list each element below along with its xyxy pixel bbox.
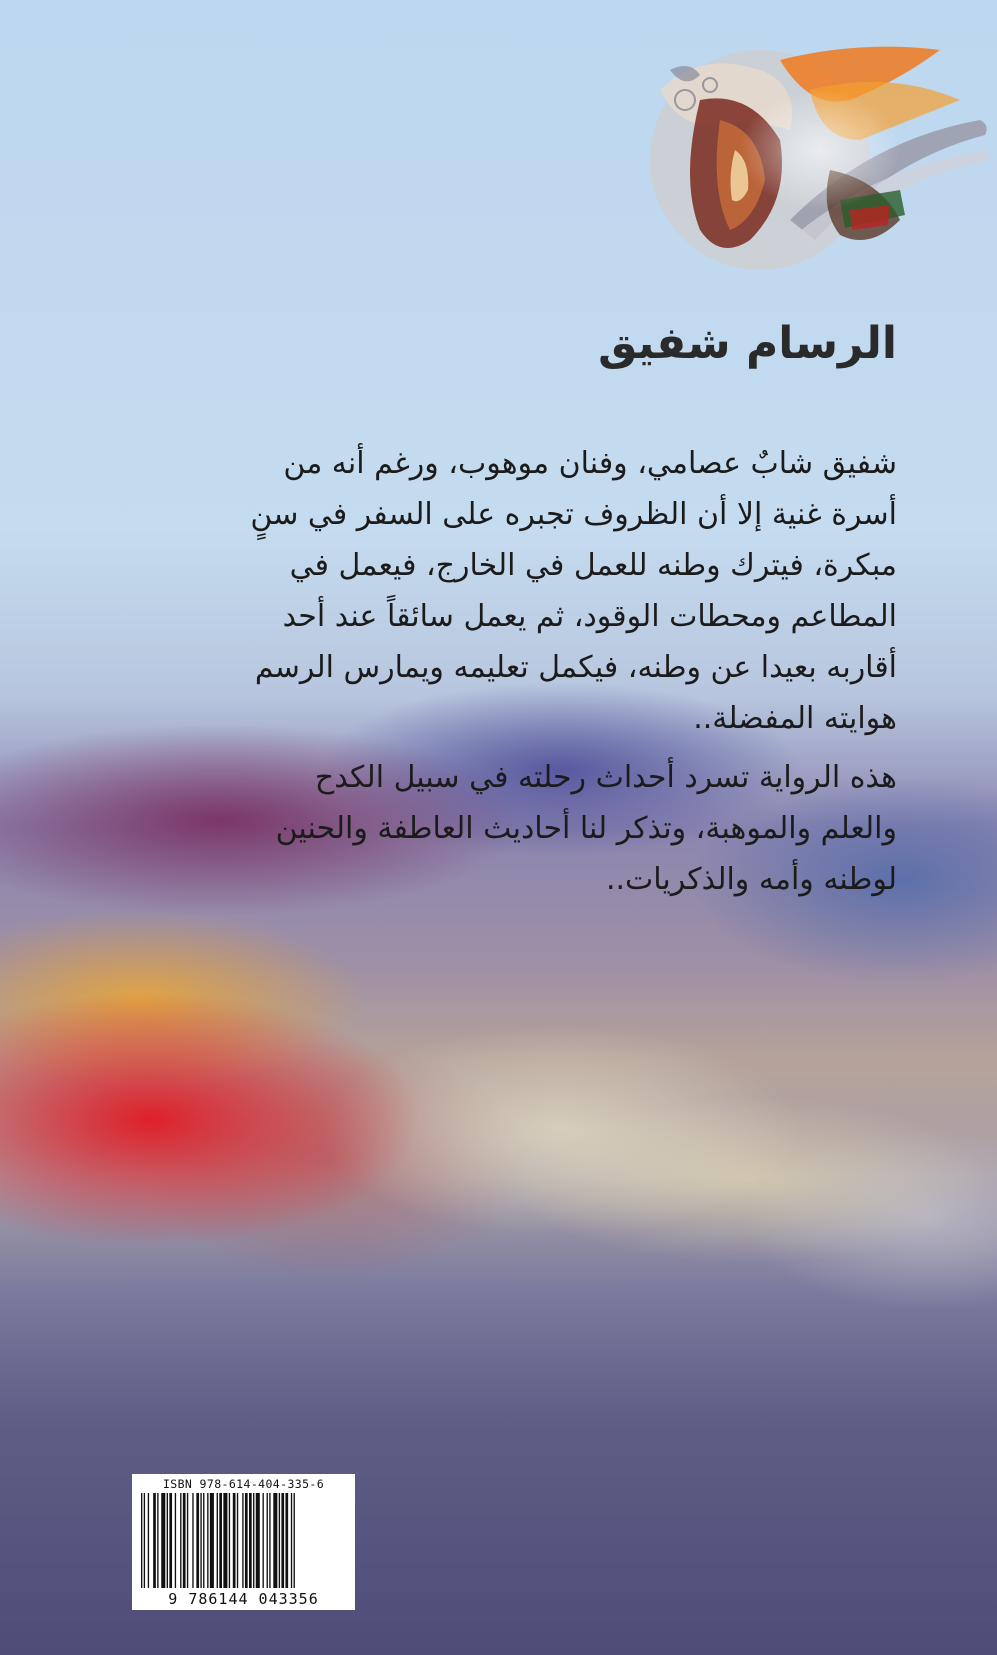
- barcode-bar: [237, 1493, 238, 1588]
- synopsis-line: أقاربه بعيدا عن وطنه، فيكمل تعليمه ويمارس الرسم: [254, 650, 897, 685]
- barcode-bar: [267, 1493, 268, 1588]
- synopsis-paragraph-2: [276, 752, 897, 905]
- barcode-bar: [223, 1493, 227, 1588]
- barcode-bar: [141, 1493, 142, 1588]
- synopsis-line: مبكرة، فيترك وطنه للعمل في الخارج، فيعمل في: [289, 548, 897, 583]
- barcode-bar: [263, 1493, 264, 1588]
- barcode-bar: [180, 1493, 181, 1588]
- isbn-label: ISBN 978-614-404-335-6: [162, 1477, 325, 1491]
- barcode-bar: [144, 1493, 145, 1588]
- synopsis-line: لوطنه وأمه والذكريات..: [605, 862, 897, 897]
- barcode-bar: [253, 1493, 254, 1588]
- barcode-bar: [219, 1493, 222, 1588]
- barcode-bar: [169, 1493, 172, 1588]
- barcode-bar: [210, 1493, 214, 1588]
- synopsis-line: أسرة غنية إلا أن الظروف تجبره على السفر في سنٍ: [250, 497, 897, 532]
- barcode-bar: [273, 1493, 277, 1588]
- cover-artwork-image: [640, 30, 997, 300]
- barcode-bar: [279, 1493, 280, 1588]
- synopsis-line: هوايته المفضلة..: [693, 701, 897, 736]
- barcode-bar: [256, 1493, 260, 1588]
- barcode-bar: [269, 1493, 270, 1588]
- barcode-bar: [229, 1493, 230, 1588]
- barcode: [132, 1474, 355, 1610]
- barcode-bar: [217, 1493, 218, 1588]
- barcode-bar: [187, 1493, 188, 1588]
- synopsis-paragraph: [250, 438, 897, 744]
- barcode-bar: [294, 1493, 295, 1588]
- barcode-bar: [148, 1493, 149, 1588]
- barcode-bar: [183, 1493, 186, 1588]
- barcode-bar: [203, 1493, 204, 1588]
- barcode-bar: [291, 1493, 292, 1588]
- barcode-bar: [242, 1493, 243, 1588]
- barcode-bar: [245, 1493, 248, 1588]
- synopsis-line: المطاعم ومحطات الوقود، ثم يعمل سائقاً عند أحد: [282, 599, 897, 634]
- barcode-bar: [233, 1493, 236, 1588]
- barcode-bar: [192, 1493, 193, 1588]
- synopsis-line: هذه الرواية تسرد أحداث رحلته في سبيل الكدح: [314, 760, 897, 795]
- synopsis-line: والعلم والموهبة، وتذكر لنا أحاديث العاطفة والحنين: [275, 811, 897, 846]
- barcode-bars: [141, 1493, 346, 1588]
- barcode-digits: 9 786144 043356: [168, 1590, 319, 1608]
- book-title: الرسام شفيق: [598, 318, 897, 369]
- synopsis-line: شفيق شابٌ عصامي، وفنان موهوب، ورغم أنه من: [283, 446, 897, 481]
- barcode-bar: [157, 1493, 158, 1588]
- barcode-bar: [200, 1493, 201, 1588]
- barcode-bar: [285, 1493, 288, 1588]
- barcode-bar: [281, 1493, 284, 1588]
- barcode-bar: [196, 1493, 199, 1588]
- barcode-bar: [167, 1493, 168, 1588]
- barcode-bar: [153, 1493, 156, 1588]
- barcode-bar: [207, 1493, 208, 1588]
- barcode-bar: [161, 1493, 165, 1588]
- barcode-bar: [249, 1493, 252, 1588]
- barcode-bar: [175, 1493, 176, 1588]
